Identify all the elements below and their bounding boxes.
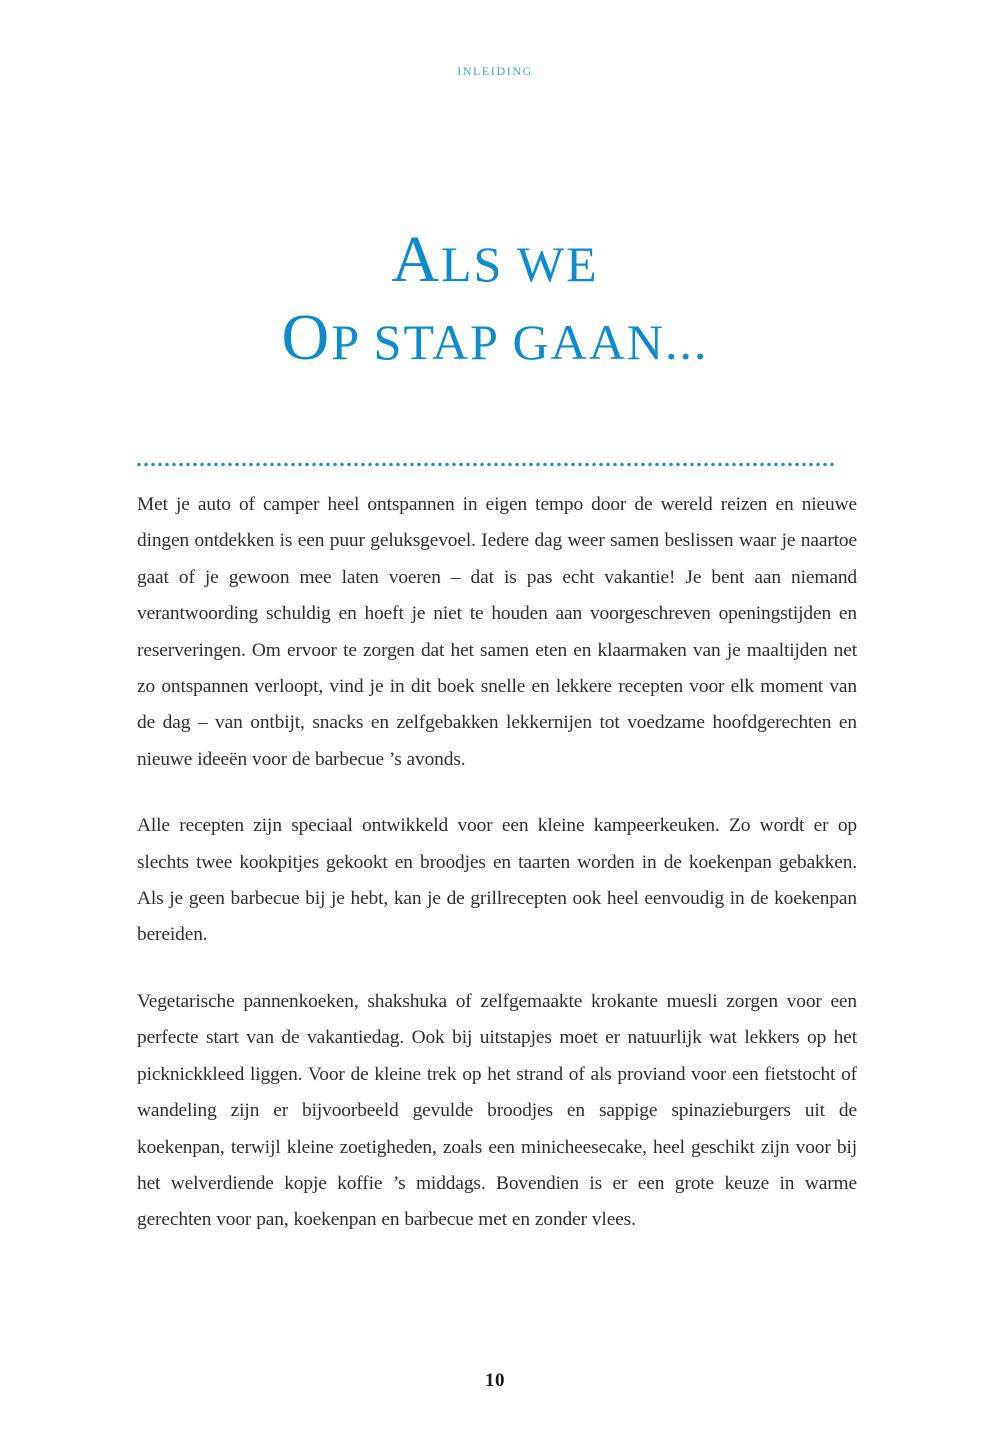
chapter-title-line-1-rest: LS WE	[440, 236, 599, 293]
running-head: inleiding	[457, 60, 533, 79]
chapter-title	[80, 223, 910, 374]
page-number: 10	[485, 1370, 505, 1391]
body-paragraph: Vegetarische pannenkoeken, shakshuka of zelfgemaakte krokante muesli zorgen voor een perfecte start van de vakantiedag. Ook bij uitstapjes moet er natuurlijk wat lekkers op het picknickkleed liggen. Voor de kleine trek op het strand of als proviand voor een fietstocht of wandeling zijn er bijvoorbeeld gevulde broodjes en sappige spinazieburgers uit de koekenpan, terwijl kleine zoetigheden, zoals een minicheesecake, heel geschikt zijn voor bij het welverdiende kopje koffie ’s middags. Bovendien is er een grote keuze in warme gerechten voor pan, koekenpan en barbecue met en zonder vlees.	[137, 990, 857, 1231]
body-paragraph: Met je auto of camper heel ontspannen in eigen tempo door de wereld reizen en nieuwe dingen ontdekken is een puur geluksgevoel. Iedere dag weer samen beslissen waar je naartoe gaat of je gewoon mee laten voeren – dat is pas echt vakantie! Je bent aan niemand verantwoording schuldig en hoeft je niet te houden aan voorgeschreven openingstijden en reserveringen. Om ervoor te zorgen dat het samen eten en klaarmaken van je maaltijden net zo ontspannen verloopt, vind je in dit boek snelle en lekkere recepten voor elk moment van de dag – van ontbijt, snacks en zelfgebakken lekkernijen tot voedzame hoofdgerechten en nieuwe ideeën voor de barbecue ’s avonds.	[137, 494, 857, 770]
chapter-title-line-2-rest: P STAP GAAN...	[331, 313, 709, 370]
chapter-title-line-2	[80, 300, 910, 374]
chapter-title-line-1-initial: A	[391, 223, 441, 297]
chapter-title-line-1	[80, 223, 910, 297]
body-paragraph: Alle recepten zijn speciaal ontwikkeld voor een kleine kampeerkeuken. Zo wordt er op slechts twee kookpitjes gekookt en broodjes en taarten worden in de koekenpan gebakken. Als je geen barbecue bij je hebt, kan je de grillrecepten ook heel eenvoudig in de koekenpan bereiden.	[137, 815, 857, 946]
chapter-title-line-2-initial: O	[281, 300, 332, 374]
dotted-divider	[137, 462, 837, 467]
body-copy	[137, 487, 857, 1239]
